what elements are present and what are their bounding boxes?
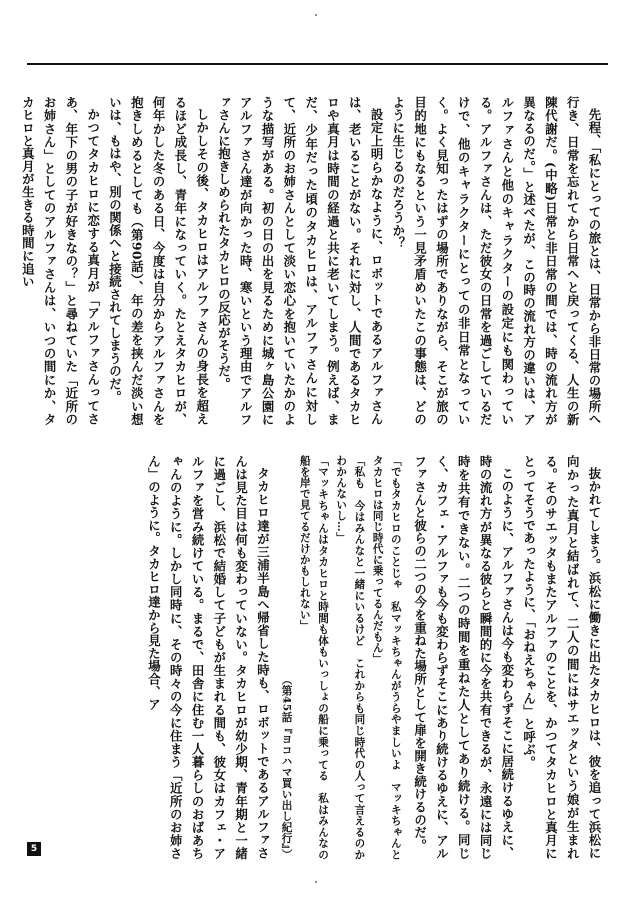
upper-paragraph-3: しかしその後、タカヒロはアルファさんの身長を超えるほど成長し、青年になっていく。たとえタカヒロが、何年かした冬のある日、今度は自分からアルファさんを抱きしめるとしても（第90話）、年の差を挟んだ淡い想いは、もはや、別の関係へと接続されてしまうのだ。 (107, 96, 210, 426)
lower-paragraph-1: 抜かれてしまう。浜松に働きに出たタカヒロは、彼を追って浜松に向かった真月と結ばれて、二人の間にはサエッタという娘が生まれる。そのサエッタもまたアルファのことを、かつてタカヒロと真月にとってそうであったように、「おねえちゃん」と呼ぶ。 (521, 455, 602, 860)
manga-quote (277, 455, 404, 860)
top-center-mark (315, 14, 317, 16)
quote-citation: （第45話『ヨコハマ買い出し紀行』） (280, 673, 293, 860)
upper-paragraph-2: 設定上明らかなように、ロボットであるアルファさんは、老いることがない。それに対し、人間であるタカヒロや真月は時間の経過と共に老いてしまう。例えば、まだ、少年だった頃のタカヒロは、アルファさんに対して、近所のお姉さんとして淡い恋心を抱いていたかのような描写がある。初の日の出を見るために城ヶ島公園にアルファさん達が向かった時、寒いという理由でアルファさんに抱きしめられたタカヒロの反応がそうだ。 (216, 96, 385, 426)
lower-paragraph-2: このように、アルファさんは今も変わらずそこに居続けるゆえに、時の流れ方が異なる彼らと瞬間的に今を共有できるが、永遠には同じ時を共有できない。二つの時間を重ねた人としてあり続ける。同じく、カフェ・アルファも今も変わらずそこにあり続けるゆえに、アルファさんと彼らの二つの今を重ねた場所として扉を開き続けるのだ。 (412, 455, 515, 860)
bottom-center-mark (315, 881, 317, 883)
quote-line-1: 「でもタカヒロのことじゃ 私マッキちゃんがうらやましいよ マッキちゃんとタカヒロは同じ時代に乗ってるんだもん」 (371, 455, 402, 860)
quote-line-3: 「マッキちゃんはタカヒロと時間も体もいっしょの船に乗ってる 私はみんなの船を岸で見てるだけかもしれない」 (298, 455, 330, 860)
upper-paragraph-1: 先程、「私にとっての旅とは、日常から非日常の場所へ行き、日常を忘れてから日常へと戻ってくる、人生の新陳代謝だ。(中略)日常と非日常の間では、時の流れ方が異なるのだ。」と述べたが、この時の流れ方の違いは、アルファさんと他のキャラクターの設定にも関わっている。アルファさんは、ただ彼女の日常を過ごしているだけで、他のキャラクターにとっての非日常となっていく。よく見知ったはずの場所でありながら、そこが旅の目的地にもなるという一見矛盾めいたこの事態は、どのように生じるのだろうか？ (390, 96, 602, 426)
page-number: 5 (27, 842, 41, 856)
upper-paragraph-4: かつてタカヒロに恋する真月が「アルファさんってさあ、年下の男の子が好きなの？」と尋ねていた「近所のお姉さん」としてのアルファさんは、いつの間にか、タカヒロと真月が生きる時間に追い (20, 96, 101, 426)
quote-line-2: 「私も 今はみんなと一緒にいるけど これからも同じ時代の人って言えるのかわかんないし…」 (335, 455, 366, 860)
header-rule (27, 63, 608, 65)
lower-paragraph-3: タカヒロ達が三浦半島へ帰省した時も、ロボットであるアルファさんは見た目は何も変わっていない。タカヒロが幼少期、青年期と一緒に過ごし、浜松で結婚して子どもが生まれる間も、彼女はカフェ・アルファを営み続けている。まるで、田舎に住む一人暮らしのおばあちゃんのように。しかし同時に、その時々の今に住まう「近所のお姉さん」のように。タカヒロ達から見た場合、ア (146, 455, 271, 860)
upper-text-block (20, 96, 605, 426)
lower-text-block (60, 455, 605, 860)
